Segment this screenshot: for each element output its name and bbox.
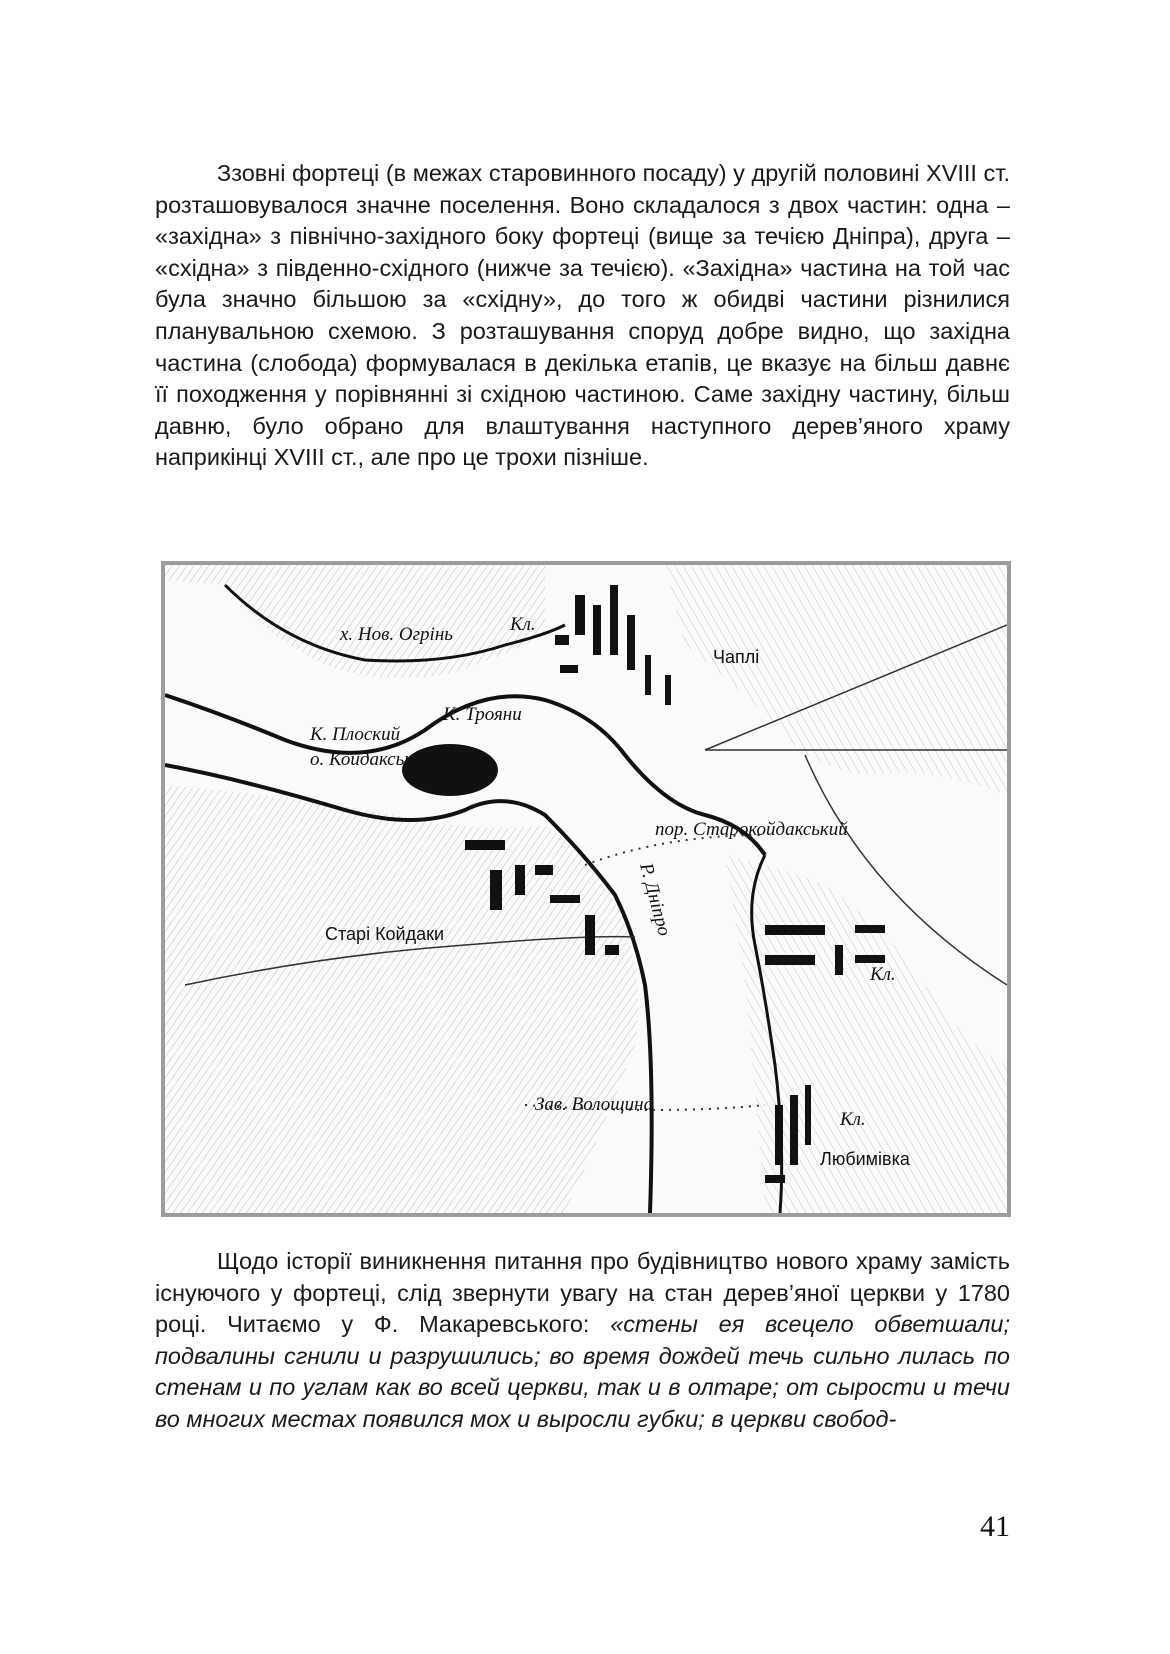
map-label-k-troiany: К. Трояни xyxy=(443,704,522,725)
paragraph-2 xyxy=(155,1246,1010,1436)
map-drawing xyxy=(165,565,1007,1213)
map-label-zavod-voloshchyna: Зав. Волощина xyxy=(535,1094,654,1115)
map-label-r-dnipro: Р. Дніпро xyxy=(635,860,675,939)
map-label-chapli: Чаплі xyxy=(713,647,760,667)
map-label-liubymivka: Любимівка xyxy=(820,1149,910,1169)
map-label-kl-east: Кл. xyxy=(870,964,896,985)
map-label-stari-koidaky: Старі Койдаки xyxy=(325,924,445,944)
terrain-northwest xyxy=(165,565,545,678)
paragraph-1-text: Ззовні фортеці (в межах старовинного посаду) у другій половині XVIII ст. розташовувалося значне поселення. Воно складалося з двох частин: одна – «західна» з північно-західного боку фортеці (вище за течією Дніпра), друга – «східна» з південно-східного (нижче за течією). «Західна» частина на той час була значно більшою за «східну», до того ж обидві частини різнилися планувальною схемою. З розташування споруд добре видно, що західна частина (слобода) формувалася в декілька етапів, це вказує на більш давнє її походження у порівнянні зі східною частиною. Саме західну частину, більш давню, було обрано для влаштування наступного дерев’яного храму наприкінці XVIII ст., але про це трохи пізніше. xyxy=(155,160,1010,471)
page-number: 41 xyxy=(980,1510,1010,1543)
map-label-k-ploskyi: К. Плоский xyxy=(310,724,401,745)
map-label-o-koidakskyi: о. Койдакський xyxy=(310,749,433,770)
map-label-por-starokoidakskyi: пор. Старокойдакський xyxy=(655,819,848,840)
paragraph-1 xyxy=(155,158,1010,474)
map-label-kl-north: Кл. xyxy=(510,614,536,635)
map-label-nov-ohrin: х. Нов. Огрінь xyxy=(340,624,453,645)
terrain-southwest xyxy=(165,785,638,1213)
settlement-chapli xyxy=(555,585,671,705)
terrain-northeast xyxy=(665,565,1007,795)
paragraph-2-quote: «стены ея всецело обветшали; подвалины сгнили и разрушились; во время дождей течь сильно лилась по стенам и по углам как во всей церкви, так и в олтаре; от сырости и течи во многих местах появился мох и выросли губки; в церкви свобод- xyxy=(155,1311,1010,1432)
paragraph-2-text: Щодо історії виникнення питання про будівництво нового храму замість існуючого у фортеці, слід звернути увагу на стан дерев’яної церкви у 1780 році. Читаємо у Ф. Макаревського: xyxy=(155,1248,1010,1338)
map-label-kl-south: Кл. xyxy=(840,1109,866,1130)
historical-map-figure xyxy=(161,561,1011,1217)
